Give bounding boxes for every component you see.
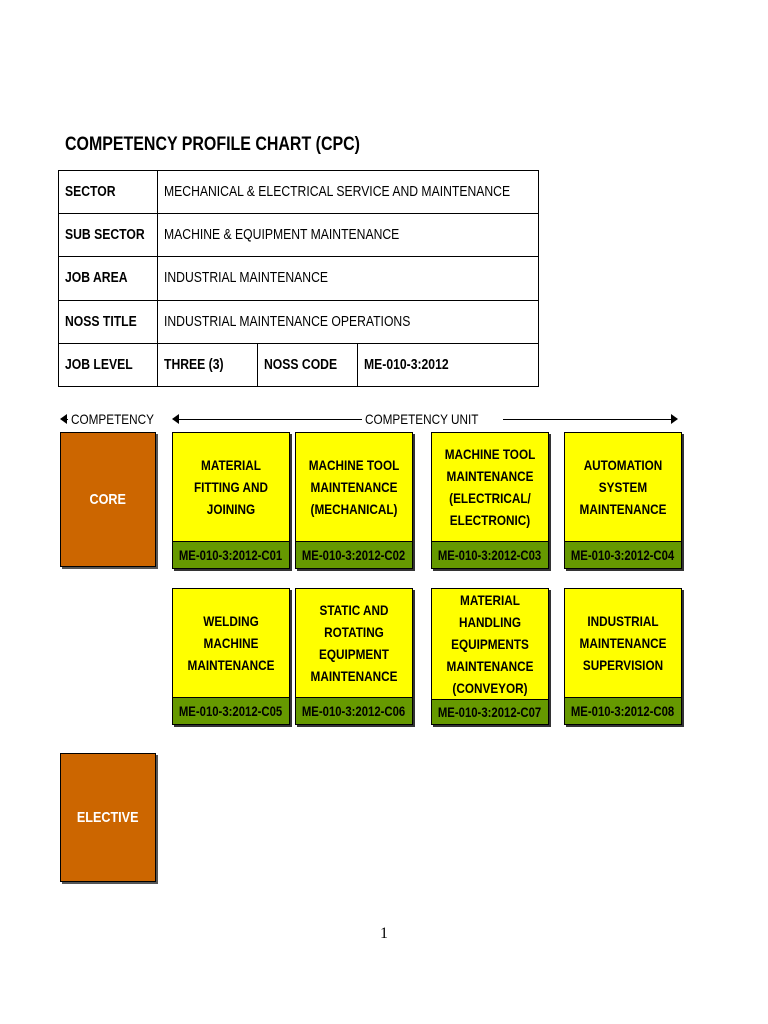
subsector-row [59,214,539,257]
sector-value: MECHANICAL & ELECTRICAL SERVICE AND MAINTENANCE [158,171,539,214]
unit-title: MATERIAL HANDLING EQUIPMENTS MAINTENANCE (CONVEYOR) [432,589,548,699]
arrow-left-icon [172,414,179,424]
unit-code: ME-010-3:2012-C01 [173,541,289,568]
unit-code: ME-010-3:2012-C02 [296,541,412,568]
joblevel-value: THREE (3) [158,343,258,386]
unit-title: MATERIAL FITTING AND JOINING [173,433,289,541]
sector-label: SECTOR [59,171,158,214]
unit-c01 [172,432,290,569]
unit-c07 [431,588,549,725]
category-elective: ELECTIVE [60,753,156,882]
unit-c05 [172,588,290,725]
unit-title: AUTOMATION SYSTEM MAINTENANCE [565,433,681,541]
unit-code: ME-010-3:2012-C04 [565,541,681,568]
jobarea-label: JOB AREA [59,257,158,300]
unit-code: ME-010-3:2012-C05 [173,697,289,724]
unit-title: MACHINE TOOL MAINTENANCE (MECHANICAL) [296,433,412,541]
unit-title: STATIC AND ROTATING EQUIPMENT MAINTENANCE [296,589,412,697]
nosscode-value: ME-010-3:2012 [358,343,539,386]
unit-title: MACHINE TOOL MAINTENANCE (ELECTRICAL/ ELECTRONIC) [432,433,548,541]
competency-axis-label: COMPETENCY [68,410,173,428]
unit-c06 [295,588,413,725]
unit-title: INDUSTRIAL MAINTENANCE SUPERVISION [565,589,681,697]
unit-code: ME-010-3:2012-C08 [565,697,681,724]
arrow-left-icon [60,414,67,424]
jobarea-row [59,257,539,300]
nosstitle-value: INDUSTRIAL MAINTENANCE OPERATIONS [158,300,539,343]
unit-c02 [295,432,413,569]
subsector-value: MACHINE & EQUIPMENT MAINTENANCE [158,214,539,257]
category-core: CORE [60,432,156,567]
sector-row [59,171,539,214]
jobarea-value: INDUSTRIAL MAINTENANCE [158,257,539,300]
subsector-label: SUB SECTOR [59,214,158,257]
profile-info-table [58,170,539,387]
unit-code: ME-010-3:2012-C06 [296,697,412,724]
unit-code: ME-010-3:2012-C03 [432,541,548,568]
joblevel-label: JOB LEVEL [59,343,158,386]
nosscode-label: NOSS CODE [258,343,358,386]
nosstitle-label: NOSS TITLE [59,300,158,343]
competency-unit-axis [172,410,678,428]
unit-c03 [431,432,549,569]
page-title: COMPETENCY PROFILE CHART (CPC) [65,134,360,155]
joblevel-row [59,343,539,386]
nosstitle-row [59,300,539,343]
unit-c04 [564,432,682,569]
arrow-right-icon [671,414,678,424]
unit-code: ME-010-3:2012-C07 [432,699,548,724]
unit-title: WELDING MACHINE MAINTENANCE [173,589,289,697]
competency-axis [60,410,156,428]
unit-c08 [564,588,682,725]
competency-unit-axis-label: COMPETENCY UNIT [362,410,503,428]
page-number: 1 [380,925,388,942]
